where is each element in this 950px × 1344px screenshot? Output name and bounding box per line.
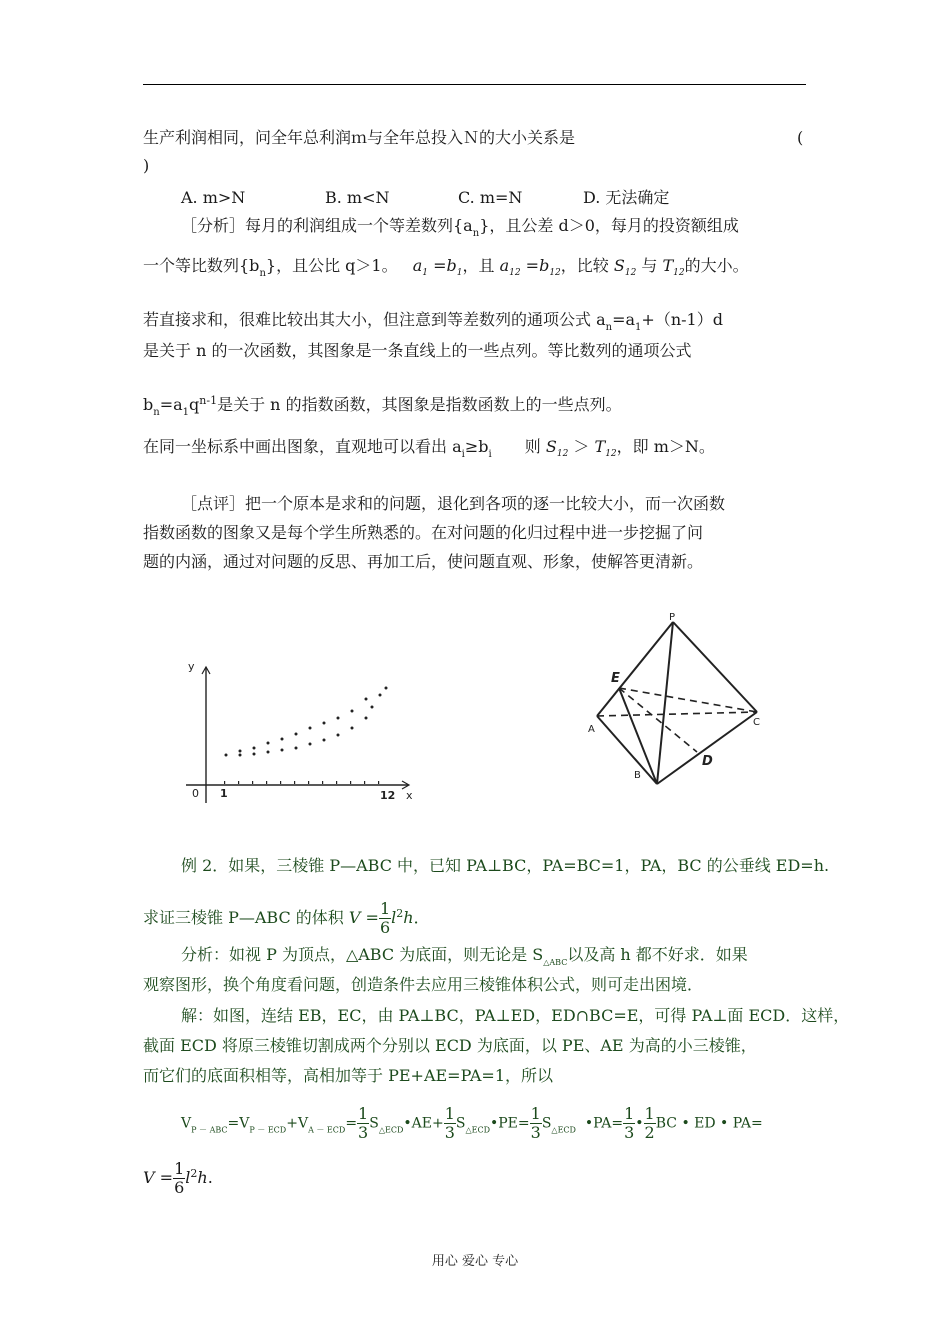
x-tick-12: 12 [380, 789, 396, 802]
comment-line-3: 题的内涵，通过对问题的反思、再加工后，使问题直观、形象，使解答更清新。 [143, 552, 704, 571]
option-a: A. m>N [181, 188, 246, 207]
y-axis-label: y [188, 660, 195, 673]
edge-BC [657, 712, 757, 784]
option-b: B. m<N [325, 188, 390, 207]
solution-equation: $V_{P - ABC}=V_{P - ECD}+V_{A - ECD}=$ $\frac{1}{3}$ $S_{\triangle ECD}•AE+$ $\frac{1}{3}$ $S_{\triangle ECD}•PE=$ $\frac{1}{3}$ $S_{\triangle ECD}$ •PA= $\frac{1}{3}$ • $\frac{1}{2}$ BC • ED • PA= [181, 1104, 763, 1142]
question-text: 生产利润相同，问全年总利润ｍ与全年总投入Ｎ的大小关系是 [143, 128, 576, 147]
label-P: P [669, 612, 676, 623]
text: ，且 [462, 256, 495, 275]
formula-t12: $T_{12}$ [662, 256, 685, 278]
analysis-line-6: 在同一坐标系中画出图象，直观地可以看出 $a_i\ge b_i$ 则 $S_{12} > T_{12}$，即 m＞N。 [143, 437, 715, 460]
page-footer: 用心 爱心 专心 [431, 1254, 519, 1269]
sequence-graph [180, 655, 420, 815]
edge-PA [597, 622, 673, 716]
solution-line-2: 截面 ECD 将原三棱锥切割成两个分别以 ECD 为底面，以 PE、AE 为高的小三棱锥， [143, 1036, 757, 1055]
edge-PB [657, 622, 673, 784]
text: ［分析］每月的利润组成一个等差数列{a [181, 216, 473, 235]
example2-line-1: 例 2．如果，三棱锥 P—ABC 中，已知 PA⊥BC，PA=BC=1，PA，BC 的公垂线 ED=h. [181, 856, 830, 875]
label-D: D [702, 754, 713, 769]
text: ，比较 [560, 256, 609, 275]
x-axis-label: x [406, 789, 413, 802]
analysis2-line-1: 分析：如视 P 为顶点，△ABC 为底面，则无论是 $S_{\triangle ABC}$以及高 h 都不好求．如果 [181, 945, 748, 967]
label-A: A [588, 724, 595, 735]
text: }，且公差 d＞0，每月的投资额组成 [479, 216, 739, 235]
x-tick-1: 1 [220, 787, 228, 800]
comment-line-2: 指数函数的图象又是每个学生所熟悉的。在对问题的化归过程中进一步挖掘了问 [143, 523, 704, 542]
edge-AC [597, 712, 757, 716]
geometric-points [239, 694, 382, 757]
arithmetic-points [225, 687, 388, 757]
comment-line-1: ［点评］把一个原本是求和的问题，退化到各项的逐一比较大小，而一次函数 [181, 494, 726, 513]
axis-ticks [224, 781, 379, 784]
header-rule [143, 84, 806, 85]
text: 与 [641, 256, 658, 275]
solution-line-3: 而它们的底面积相等，高相加等于 PE+AE=PA=1，所以 [143, 1066, 554, 1085]
text: 一个等比数列{b [143, 256, 260, 275]
formula-s12: $S_{12}$ [545, 437, 569, 459]
analysis-line-3: 若直接求和，很难比较出其大小，但注意到等差数列的通项公式 $a_n=a_1+(n-1)d$ [143, 310, 723, 333]
edge-AB [597, 716, 657, 784]
subscript: n [259, 268, 266, 279]
pyramid-figure [585, 612, 775, 790]
label-B: B [634, 770, 641, 781]
analysis-line-1 [181, 215, 739, 245]
answer-paren-close: ) [143, 156, 150, 175]
text: }，且公比 q＞1。 [265, 256, 398, 275]
analysis-line-2 [143, 255, 749, 285]
label-E: E [611, 671, 620, 686]
solution-line-1: 解：如图，连结 EB，EC，由 PA⊥BC，PA⊥ED，ED∩BC=E，可得 PA⊥面 ECD．这样， [181, 1006, 850, 1025]
volume-formula: V = $\frac{1}{6}$ $l^2h$ [348, 899, 414, 937]
analysis-line-5: $b_n=a_1q^{n-1}$是关于 n 的指数函数，其图象是指数函数上的一些点列。 [143, 394, 622, 418]
segment-EC [619, 688, 757, 712]
answer-paren-open: ( [797, 128, 804, 147]
option-c: C. m=N [458, 188, 523, 207]
subscript: n [472, 228, 480, 239]
origin-label: 0 [192, 787, 199, 800]
question-line [143, 127, 575, 149]
formula-s12: $S_{12}$ [613, 256, 637, 278]
label-C: C [753, 717, 760, 728]
edge-PC [673, 622, 757, 712]
formula-a12-eq-b12: $a_{12} =b_{12}$ [499, 256, 561, 278]
example2-line-2: 求证三棱锥 P—ABC 的体积 V = $\frac{1}{6}$ $l^2h$． [143, 899, 430, 937]
analysis2-line-2: 观察图形，换个角度看问题，创造条件去应用三棱锥体积公式，则可走出困境． [143, 975, 704, 994]
formula-t12: $T_{12}$ [594, 437, 617, 459]
final-volume-formula: V = $\frac{1}{6}$ $l^2h$. [143, 1159, 213, 1197]
text: 的大小。 [684, 256, 749, 275]
analysis-line-4: 是关于 n 的一次函数，其图象是一条直线上的一些点列。等比数列的通项公式 [143, 341, 692, 360]
option-d: D. 无法确定 [583, 188, 670, 207]
formula-a1-eq-b1: $a_1 =b_1$ [412, 256, 463, 278]
